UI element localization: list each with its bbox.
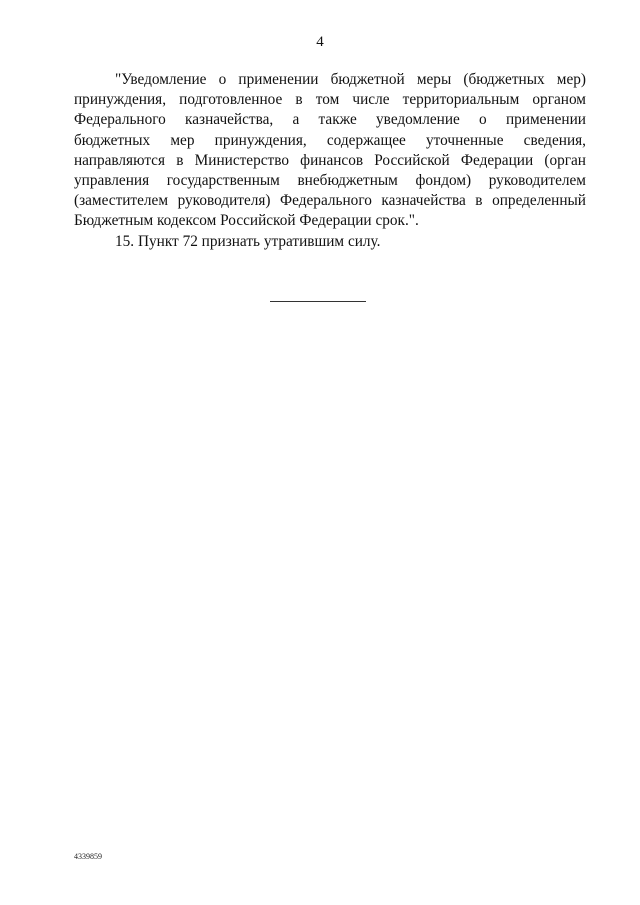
- text-line: Федерального казначейства, а также уведомление о применении: [74, 111, 586, 129]
- document-body: [74, 70, 586, 252]
- text-line: Бюджетным кодексом Российской Федерации срок.".: [74, 212, 419, 230]
- text-line: (заместителем руководителя) Федерального казначейства в определенный: [74, 192, 586, 210]
- paragraph-notification: [74, 70, 586, 232]
- text-line: "Уведомление о применении бюджетной меры (бюджетных мер): [115, 71, 586, 88]
- text-line: управления государственным внебюджетным фондом) руководителем: [74, 172, 586, 190]
- text-line: направляются в Министерство финансов Российской Федерации (орган: [74, 151, 586, 169]
- text-line: бюджетных мер принуждения, содержащее уточненные сведения,: [74, 131, 586, 149]
- separator-line: [270, 301, 366, 302]
- page-number: 4: [316, 34, 324, 50]
- document-code: 4339859: [74, 852, 102, 861]
- paragraph-item-15: 15. Пункт 72 признать утратившим силу.: [115, 232, 381, 250]
- text-line: принуждения, подготовленное в том числе территориальным органом: [74, 91, 586, 109]
